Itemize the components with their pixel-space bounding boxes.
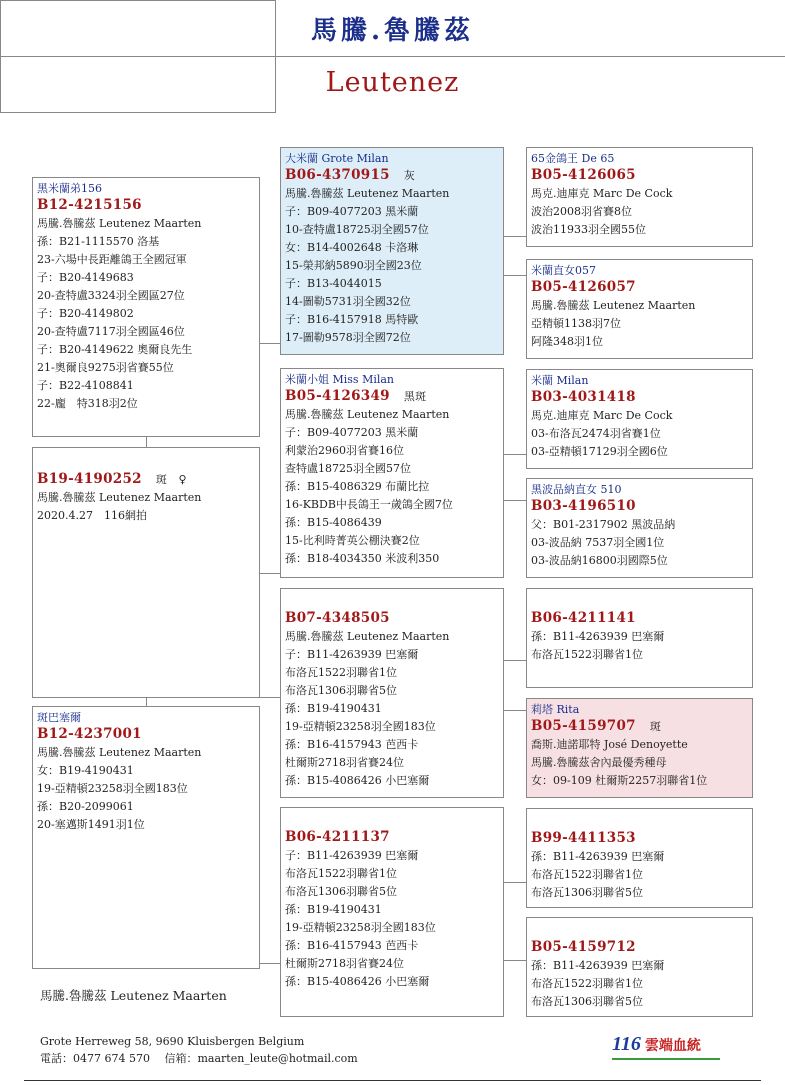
box-line: 亞精頓1138羽7位 [531, 317, 621, 330]
pedigree-box-dds [526, 808, 753, 908]
box-lines [531, 407, 752, 461]
connector-line [260, 573, 280, 574]
box-line: 馬騰.魯騰茲 Leutenez Maarten [37, 491, 202, 504]
box-line: 03-布洛瓦2474羽省賽1位 [531, 427, 661, 440]
box-line: 子：B11-4263939 巴塞爾 [285, 849, 419, 862]
box-line: 19-亞精頓23258羽全國183位 [285, 720, 436, 733]
box-line: 杜爾斯2718羽省賽24位 [285, 756, 404, 769]
box-line: 馬克.迪庫克 Marc De Cock [531, 409, 673, 422]
title-english: Leutenez [325, 67, 460, 98]
connector-line [146, 437, 147, 447]
box-line: 03-亞精頓17129羽全國6位 [531, 445, 668, 458]
box-line: 孫：B15-4086329 布蘭比拉 [285, 480, 430, 493]
ring-text: B03-4031418 [531, 389, 636, 405]
logo-number: 116 [612, 1033, 641, 1055]
box-line: 布洛瓦1306羽聯省5位 [285, 684, 397, 697]
ring-number [531, 278, 752, 297]
box-line: 03-波品納16800羽國際5位 [531, 554, 668, 567]
footer-contact: 電話：0477 674 570 信箱：maarten_leute@hotmail.com [40, 1052, 358, 1065]
box-line: 布洛瓦1306羽聯省5位 [531, 886, 643, 899]
ring-text: B06-4211141 [531, 610, 636, 626]
pedigree-box-sire-dam [280, 368, 504, 578]
ring-text: B99-4411353 [531, 830, 636, 846]
box-line: 21-奧爾良9275羽省賽55位 [37, 361, 174, 374]
connector-line [504, 275, 526, 276]
box-line: 孫：B15-4086439 [285, 516, 382, 529]
box-line: 利蒙治2960羽省賽16位 [285, 444, 404, 457]
box-lines [531, 848, 752, 902]
box-line: 子：B09-4077203 黑米蘭 [285, 205, 419, 218]
box-header: 米蘭小姐 Miss Milan [285, 373, 395, 386]
box-header: 黑波品納直女 510 [531, 483, 622, 496]
connector-line [260, 343, 280, 344]
box-line: 孫：B11-4263939 巴塞爾 [531, 630, 665, 643]
ring-text: B07-4348505 [285, 610, 390, 626]
box-line: 子：B22-4108841 [37, 379, 134, 392]
box-line: 22-龐 特318羽2位 [37, 397, 138, 410]
box-line: 布洛瓦1522羽聯省1位 [285, 666, 397, 679]
box-line: 15-比利時菁英公棚決賽2位 [285, 534, 420, 547]
ring-number [531, 829, 752, 848]
ring-number [531, 166, 752, 185]
box-line: 孫：B15-4086426 小巴塞爾 [285, 975, 430, 988]
ring-text: B05-4159712 [531, 939, 636, 955]
box-header: 米蘭直女057 [531, 264, 596, 277]
connector-line [146, 697, 147, 706]
owner-name: 馬騰.魯騰茲 Leutenez Maarten [40, 988, 227, 1003]
logo-text: 雲端血統 [644, 1038, 701, 1054]
box-header: 大米蘭 Grote Milan [285, 152, 389, 165]
box-line: 女：B19-4190431 [37, 764, 134, 777]
box-lines [531, 628, 752, 664]
box-line: 馬騰.魯騰茲 Leutenez Maarten [37, 217, 202, 230]
box-lines [285, 185, 503, 347]
box-lines [531, 297, 752, 351]
box-lines [37, 489, 259, 525]
ring-text: B03-4196510 [531, 498, 636, 514]
ring-number [531, 609, 752, 628]
box-line: 馬克.迪庫克 Marc De Cock [531, 187, 673, 200]
ring-text: B12-4215156 [37, 197, 142, 213]
box-line: 16-KBDB中長鴿王一歲鴿全國7位 [285, 498, 453, 511]
ring-number [285, 166, 503, 185]
box-line: 子：B13-4044015 [285, 277, 382, 290]
box-header: 斑巴塞爾 [37, 711, 81, 724]
ring-number [37, 470, 259, 489]
ring-number [37, 196, 259, 215]
box-line: 20-塞邁斯1491羽1位 [37, 818, 145, 831]
pedigree-box-ddd [526, 917, 753, 1017]
ring-text: B06-4211137 [285, 829, 390, 845]
ring-text: B05-4159707 [531, 718, 636, 734]
box-lines [531, 957, 752, 1011]
box-line: 查特盧18725羽全國57位 [285, 462, 411, 475]
color-label: 黑斑 [403, 390, 427, 403]
box-line: 子：B20-4149683 [37, 271, 134, 284]
connector-line [504, 960, 526, 961]
box-line: 19-亞精頓23258羽全國183位 [285, 921, 436, 934]
box-line: 子：B09-4077203 黑米蘭 [285, 426, 419, 439]
box-line: 23-六場中長距離鴿王全國冠軍 [37, 253, 187, 266]
box-lines [285, 628, 503, 790]
pedigree-box-sdd [526, 478, 753, 578]
connector-line [504, 710, 526, 711]
box-line: 波治2008羽省賽8位 [531, 205, 632, 218]
ring-number [531, 938, 752, 957]
connector-line [504, 236, 526, 237]
box-line: 14-圖勒5731羽全國32位 [285, 295, 411, 308]
box-line: 孫：B16-4157943 芭西卡 [285, 738, 419, 751]
ring-number [285, 828, 503, 847]
box-line: 孫：B20-2099061 [37, 800, 134, 813]
box-line: 03-波品納 7537羽全國1位 [531, 536, 665, 549]
box-line: 17-圖勒9578羽全國72位 [285, 331, 411, 344]
box-line: 女：09-109 杜爾斯2257羽聯省1位 [531, 774, 708, 787]
box-line: 孫：B11-4263939 巴塞爾 [531, 959, 665, 972]
box-line: 馬騰.魯騰茲 Leutenez Maarten [285, 408, 450, 421]
box-line: 馬騰.魯騰茲 Leutenez Maarten [531, 299, 696, 312]
box-line: 孫：B18-4034350 米波利350 [285, 552, 440, 565]
color-sex-label: 斑 ♀ [155, 473, 187, 486]
ring-text: B05-4126057 [531, 279, 636, 295]
box-line: 10-查特盧18725羽全國57位 [285, 223, 429, 236]
box-header: 65金鴿王 De 65 [531, 152, 615, 165]
footer-address: Grote Herreweg 58, 9690 Kluisbergen Belgium [40, 1035, 305, 1048]
box-line: 父：B01-2317902 黑波品納 [531, 518, 676, 531]
box-lines [531, 736, 752, 790]
connector-line [504, 660, 526, 661]
box-line: 孫：B11-4263939 巴塞爾 [531, 850, 665, 863]
box-header: 莉塔 Rita [531, 703, 580, 716]
box-lines [37, 744, 259, 834]
box-line: 15-榮邦納5890羽全國23位 [285, 259, 422, 272]
ring-text: B05-4126065 [531, 167, 636, 183]
pedigree-box-dam [32, 706, 260, 969]
ring-number [285, 609, 503, 628]
pedigree-box-sss [526, 147, 753, 247]
box-line: 布洛瓦1306羽聯省5位 [531, 995, 643, 1008]
box-line: 喬斯.迪諾耶特 José Denoyette [531, 738, 688, 751]
ring-text: B19-4190252 [37, 471, 142, 487]
ring-number [285, 387, 503, 406]
box-line: 布洛瓦1522羽聯省1位 [285, 867, 397, 880]
connector-line [504, 500, 526, 501]
ring-number [531, 717, 752, 736]
color-label: 灰 [403, 169, 416, 182]
box-line: 2020.4.27 116網拍 [37, 509, 147, 522]
box-header: 黑米蘭弟156 [37, 182, 102, 195]
box-line: 孫：B21-1115570 洛基 [37, 235, 160, 248]
pedigree-box-sire-sire [280, 147, 504, 355]
box-line: 馬騰.魯騰茲舍內最優秀種母 [531, 756, 667, 769]
ring-number [531, 497, 752, 516]
box-line: 子：B11-4263939 巴塞爾 [285, 648, 419, 661]
box-line: 孫：B16-4157943 芭西卡 [285, 939, 419, 952]
box-lines [531, 185, 752, 239]
connector-line [260, 963, 280, 964]
color-label: 斑 [649, 720, 662, 733]
pedigree-box-sire [32, 177, 260, 437]
pedigree-box-ssd [526, 259, 753, 359]
pedigree-box-dam-sire [280, 588, 504, 798]
box-line: 19-亞精頓23258羽全國183位 [37, 782, 188, 795]
pedigree-box-dsd [526, 698, 753, 798]
connector-line [504, 882, 526, 883]
box-lines [285, 847, 503, 991]
box-line: 孫：B19-4190431 [285, 702, 382, 715]
footer-rule [24, 1080, 761, 1081]
logo [612, 1033, 701, 1056]
ring-number [37, 725, 259, 744]
box-line: 子：B20-4149802 [37, 307, 134, 320]
box-line: 20-查特盧3324羽全國區27位 [37, 289, 185, 302]
connector-line [260, 697, 280, 698]
box-line: 馬騰.魯騰茲 Leutenez Maarten [285, 630, 450, 643]
box-line: 子：B16-4157918 馬特歐 [285, 313, 419, 326]
ring-text: B05-4126349 [285, 388, 390, 404]
box-line: 杜爾斯2718羽省賽24位 [285, 957, 404, 970]
pedigree-box-subject [32, 447, 260, 698]
logo-underline [612, 1058, 720, 1060]
pedigree-box-dss [526, 588, 753, 688]
box-line: 孫：B19-4190431 [285, 903, 382, 916]
box-line: 馬騰.魯騰茲 Leutenez Maarten [37, 746, 202, 759]
box-line: 波治11933羽全國55位 [531, 223, 646, 236]
title-chinese: 馬騰.魯騰茲 [0, 0, 785, 57]
box-line: 孫：B15-4086426 小巴塞爾 [285, 774, 430, 787]
box-lines [37, 215, 259, 413]
box-header: 米蘭 Milan [531, 374, 589, 387]
box-line: 20-查特盧7117羽全國區46位 [37, 325, 185, 338]
pedigree-box-sds [526, 369, 753, 469]
ring-number [531, 388, 752, 407]
box-line: 布洛瓦1522羽聯省1位 [531, 648, 643, 661]
box-line: 布洛瓦1522羽聯省1位 [531, 977, 643, 990]
box-line: 布洛瓦1306羽聯省5位 [285, 885, 397, 898]
pedigree-box-dam-dam [280, 807, 504, 1017]
box-line: 布洛瓦1522羽聯省1位 [531, 868, 643, 881]
box-line: 阿隆348羽1位 [531, 335, 603, 348]
ring-text: B12-4237001 [37, 726, 142, 742]
box-lines [285, 406, 503, 568]
box-lines [531, 516, 752, 570]
box-line: 女：B14-4002648 卡洛琳 [285, 241, 419, 254]
connector-line [504, 454, 526, 455]
box-line: 子：B20-4149622 奧爾良先生 [37, 343, 193, 356]
title-box [0, 0, 475, 113]
ring-text: B06-4370915 [285, 167, 390, 183]
box-line: 馬騰.魯騰茲 Leutenez Maarten [285, 187, 450, 200]
